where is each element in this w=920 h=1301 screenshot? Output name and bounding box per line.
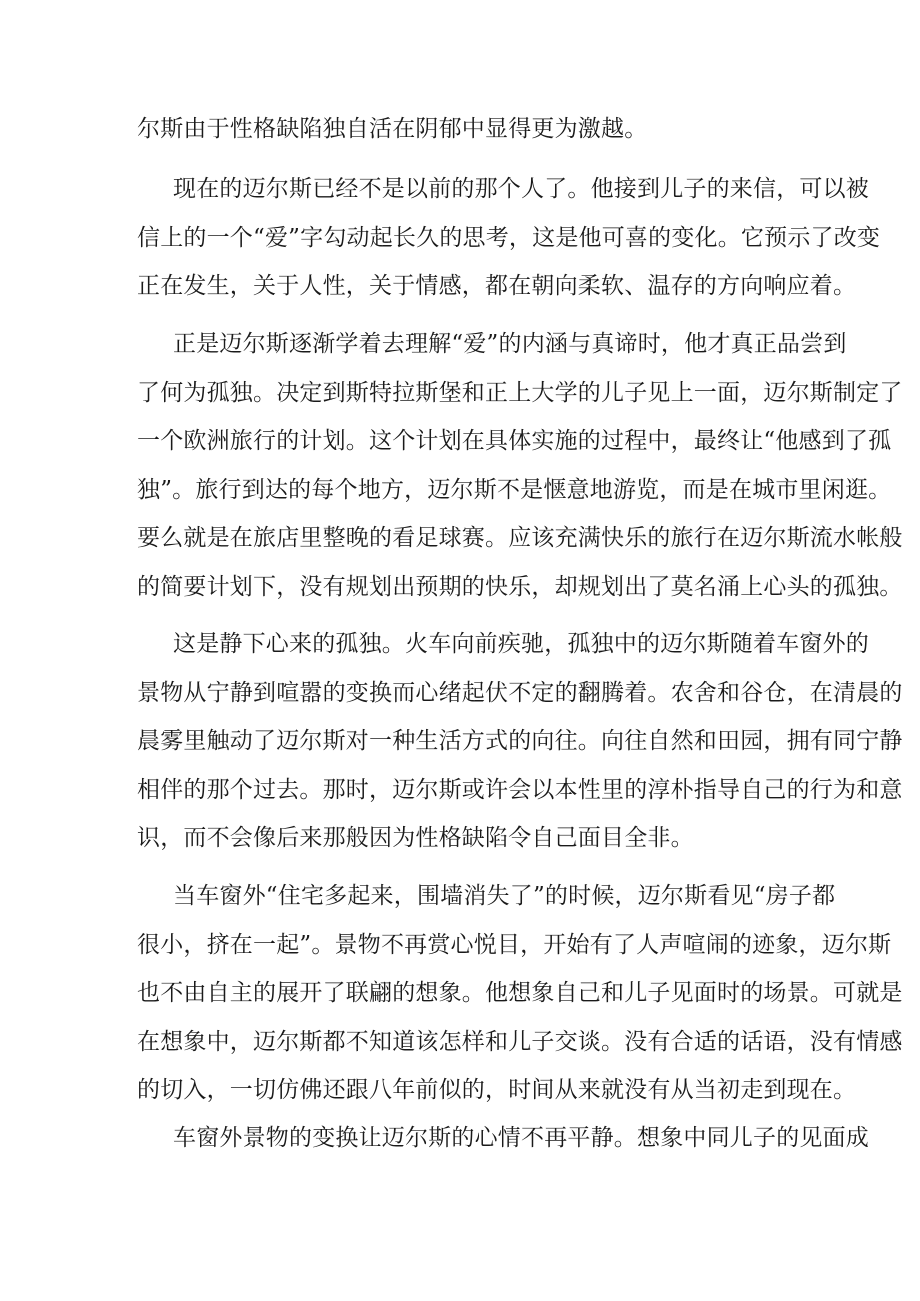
text-line: 识，而不会像后来那般因为性格缺陷令自己面目全非。 [137, 825, 694, 852]
text-line: 当车窗外“住宅多起来，围墙消失了”的时候，迈尔斯看见“房子都 [173, 883, 836, 909]
text-line: 的简要计划下，没有规划出预期的快乐，却规划出了莫名涌上心头的孤独。 [137, 573, 903, 600]
text-line: 信上的一个“爱”字勾动起长久的思考，这是他可喜的变化。它预示了改变 [137, 224, 881, 251]
text-line: 这是静下心来的孤独。火车向前疾驰，孤独中的迈尔斯随着车窗外的 [173, 631, 869, 657]
paragraph-4 [137, 620, 903, 863]
text-line: 正是迈尔斯逐渐学着去理解“爱”的内涵与真谛时，他才真正品尝到 [173, 331, 847, 357]
text-line: 要么就是在旅店里整晚的看足球赛。应该充满快乐的旅行在迈尔斯流水帐般 [137, 525, 903, 552]
text-line: 也不由自主的展开了联翩的想象。他想象自己和儿子见面时的场景。可就是 [137, 980, 903, 1007]
text-line: 了何为孤独。决定到斯特拉斯堡和正上大学的儿子见上一面，迈尔斯制定了 [137, 379, 903, 406]
paragraph-1 [137, 105, 797, 154]
text-line: 在想象中，迈尔斯都不知道该怎样和儿子交谈。没有合适的话语，没有情感 [137, 1028, 903, 1055]
paragraph-6 [137, 1114, 869, 1163]
text-line: 一个欧洲旅行的计划。这个计划在具体实施的过程中，最终让“他感到了孤 [137, 428, 892, 455]
text-line: 车窗外景物的变换让迈尔斯的心情不再平静。想象中同儿子的见面成 [173, 1125, 869, 1151]
text-line: 晨雾里触动了迈尔斯对一种生活方式的向往。向往自然和田园，拥有同宁静 [137, 728, 903, 755]
text-line: 现在的迈尔斯已经不是以前的那个人了。他接到儿子的来信，可以被 [173, 176, 869, 202]
text-line: 尔斯由于性格缺陷独自活在阴郁中显得更为激越。 [137, 116, 648, 142]
paragraph-3 [137, 320, 903, 612]
text-line: 很小，挤在一起”。景物不再赏心悦目，开始有了人声喧闹的迹象，迈尔斯 [137, 931, 892, 958]
paragraph-5 [137, 872, 903, 1115]
paragraph-2 [137, 165, 881, 311]
text-line: 正在发生，关于人性，关于情感，都在朝向柔软、温存的方向响应着。 [137, 273, 857, 300]
text-line: 景物从宁静到喧嚣的变换而心绪起伏不定的翻腾着。农舍和谷仓，在清晨的 [137, 679, 903, 706]
text-line: 独”。旅行到达的每个地方，迈尔斯不是惬意地游览，而是在城市里闲逛。 [137, 476, 892, 503]
text-line: 相伴的那个过去。那时，迈尔斯或许会以本性里的淳朴指导自己的行为和意 [137, 776, 903, 803]
text-line: 的切入，一切仿佛还跟八年前似的，时间从来就没有从当初走到现在。 [137, 1077, 857, 1104]
